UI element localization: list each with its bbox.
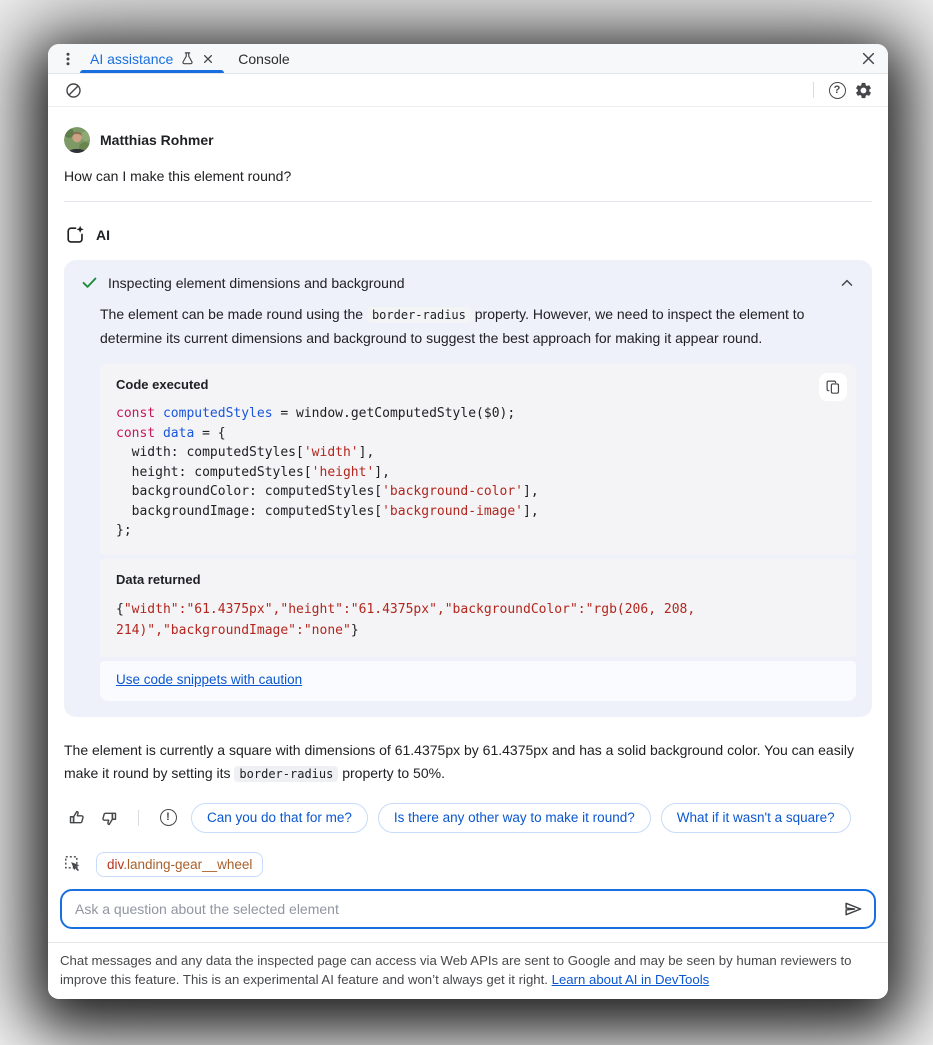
step-paragraph: The element can be made round using the border-radius property. However, we need to inspect the element to determine its current dimensions and background to suggest the best approach for making it appear round. xyxy=(100,306,805,346)
thumbs-up-button[interactable] xyxy=(64,805,90,831)
caution-band xyxy=(100,661,856,701)
tab-console[interactable] xyxy=(224,44,303,73)
disclaimer-text: Chat messages and any data the inspected page can access via Web APIs are sent to Google and may be seen by human reviewers to improve this feature. This is an experimental AI feature and won’t always get it right. xyxy=(60,953,852,987)
ai-label: AI xyxy=(96,227,110,243)
composer xyxy=(48,845,888,929)
kebab-menu-icon xyxy=(60,51,76,67)
data-returned-content: {"width":"61.4375px","height":"61.4375px","backgroundColor":"rgb(206, 208, 214)","backgroundImage":"none"} xyxy=(116,601,704,638)
code-executed-content: const computedStyles = window.getComputedStyle($0); const data = { width: computedStyles['width'], height: computedStyles['height'], backgroundColor: computedStyles['background-color'], backgroundImage: computedStyles['background-image'], }; xyxy=(116,406,539,538)
close-icon xyxy=(861,51,876,66)
suggestion-chip[interactable]: What if it wasn't a square? xyxy=(661,803,851,833)
code-executed-card xyxy=(100,364,856,555)
inline-code-chip: border-radius xyxy=(367,307,471,323)
caution-link[interactable]: Use code snippets with caution xyxy=(116,671,303,687)
help-button[interactable] xyxy=(824,77,850,103)
more-menu-button[interactable] xyxy=(56,44,80,73)
user-message-header xyxy=(64,127,872,153)
toolbar-divider xyxy=(813,82,814,98)
send-button[interactable] xyxy=(841,897,865,921)
selected-element-chip[interactable] xyxy=(96,852,263,877)
tab-strip xyxy=(48,44,888,74)
suggestion-chips xyxy=(191,803,872,833)
disclaimer-footer xyxy=(48,942,888,999)
data-returned-card xyxy=(100,559,856,657)
chevron-up-icon[interactable] xyxy=(838,274,856,292)
tab-close-icon[interactable] xyxy=(202,53,214,65)
code-executed-title: Code executed xyxy=(116,377,209,392)
rating-divider xyxy=(138,810,139,826)
report-icon: ! xyxy=(160,809,177,826)
selector-tag: div xyxy=(107,856,124,872)
ai-step-card xyxy=(64,260,872,717)
experiment-flask-icon xyxy=(180,51,195,66)
message-divider xyxy=(64,201,872,202)
selected-element-row xyxy=(60,851,876,877)
user-name: Matthias Rohmer xyxy=(100,132,214,148)
devtools-ai-panel xyxy=(48,44,888,999)
step-header[interactable] xyxy=(80,273,856,292)
thumbs-down-icon xyxy=(99,808,119,828)
data-returned-title: Data returned xyxy=(116,571,201,587)
help-icon: ? xyxy=(829,82,846,99)
tab-ai-assistance[interactable] xyxy=(80,44,224,73)
selector-class: .landing-gear__wheel xyxy=(123,856,253,872)
inspect-element-icon xyxy=(63,854,84,875)
inline-code-chip: border-radius xyxy=(234,766,338,782)
thumbs-down-button[interactable] xyxy=(96,805,122,831)
block-icon xyxy=(64,81,83,100)
suggestion-chip[interactable]: Is there any other way to make it round? xyxy=(378,803,651,833)
avatar xyxy=(64,127,90,153)
ai-message-header xyxy=(64,224,872,246)
active-tab-underline xyxy=(80,70,224,73)
clear-chat-button[interactable] xyxy=(60,77,86,103)
ask-question-input[interactable] xyxy=(60,889,876,929)
step-title: Inspecting element dimensions and background xyxy=(108,274,405,291)
copy-code-button[interactable] xyxy=(819,373,847,401)
user-message-text: How can I make this element round? xyxy=(64,168,292,184)
learn-about-ai-link[interactable]: Learn about AI in DevTools xyxy=(551,972,710,987)
rating-row xyxy=(64,803,872,833)
report-button[interactable] xyxy=(155,805,181,831)
ai-assistant-icon xyxy=(64,224,86,246)
copy-icon xyxy=(825,379,842,396)
thumbs-up-icon xyxy=(67,808,87,828)
gear-icon xyxy=(854,81,873,100)
suggestion-chip[interactable]: Can you do that for me? xyxy=(191,803,368,833)
chat-area xyxy=(48,107,888,845)
inspect-element-button[interactable] xyxy=(60,851,86,877)
ai-answer: The element is currently a square with dimensions of 61.4375px by 61.4375px and has a solid background color. You can easily make it round by setting its border-radius property to 50%. xyxy=(64,741,854,781)
settings-button[interactable] xyxy=(850,77,876,103)
close-panel-button[interactable] xyxy=(848,44,888,73)
send-icon xyxy=(842,898,864,920)
tab-console-label: Console xyxy=(238,50,290,67)
step-body xyxy=(100,303,856,701)
panel-toolbar xyxy=(48,74,888,107)
tab-ai-assistance-label: AI assistance xyxy=(90,50,174,67)
check-icon xyxy=(80,273,99,292)
